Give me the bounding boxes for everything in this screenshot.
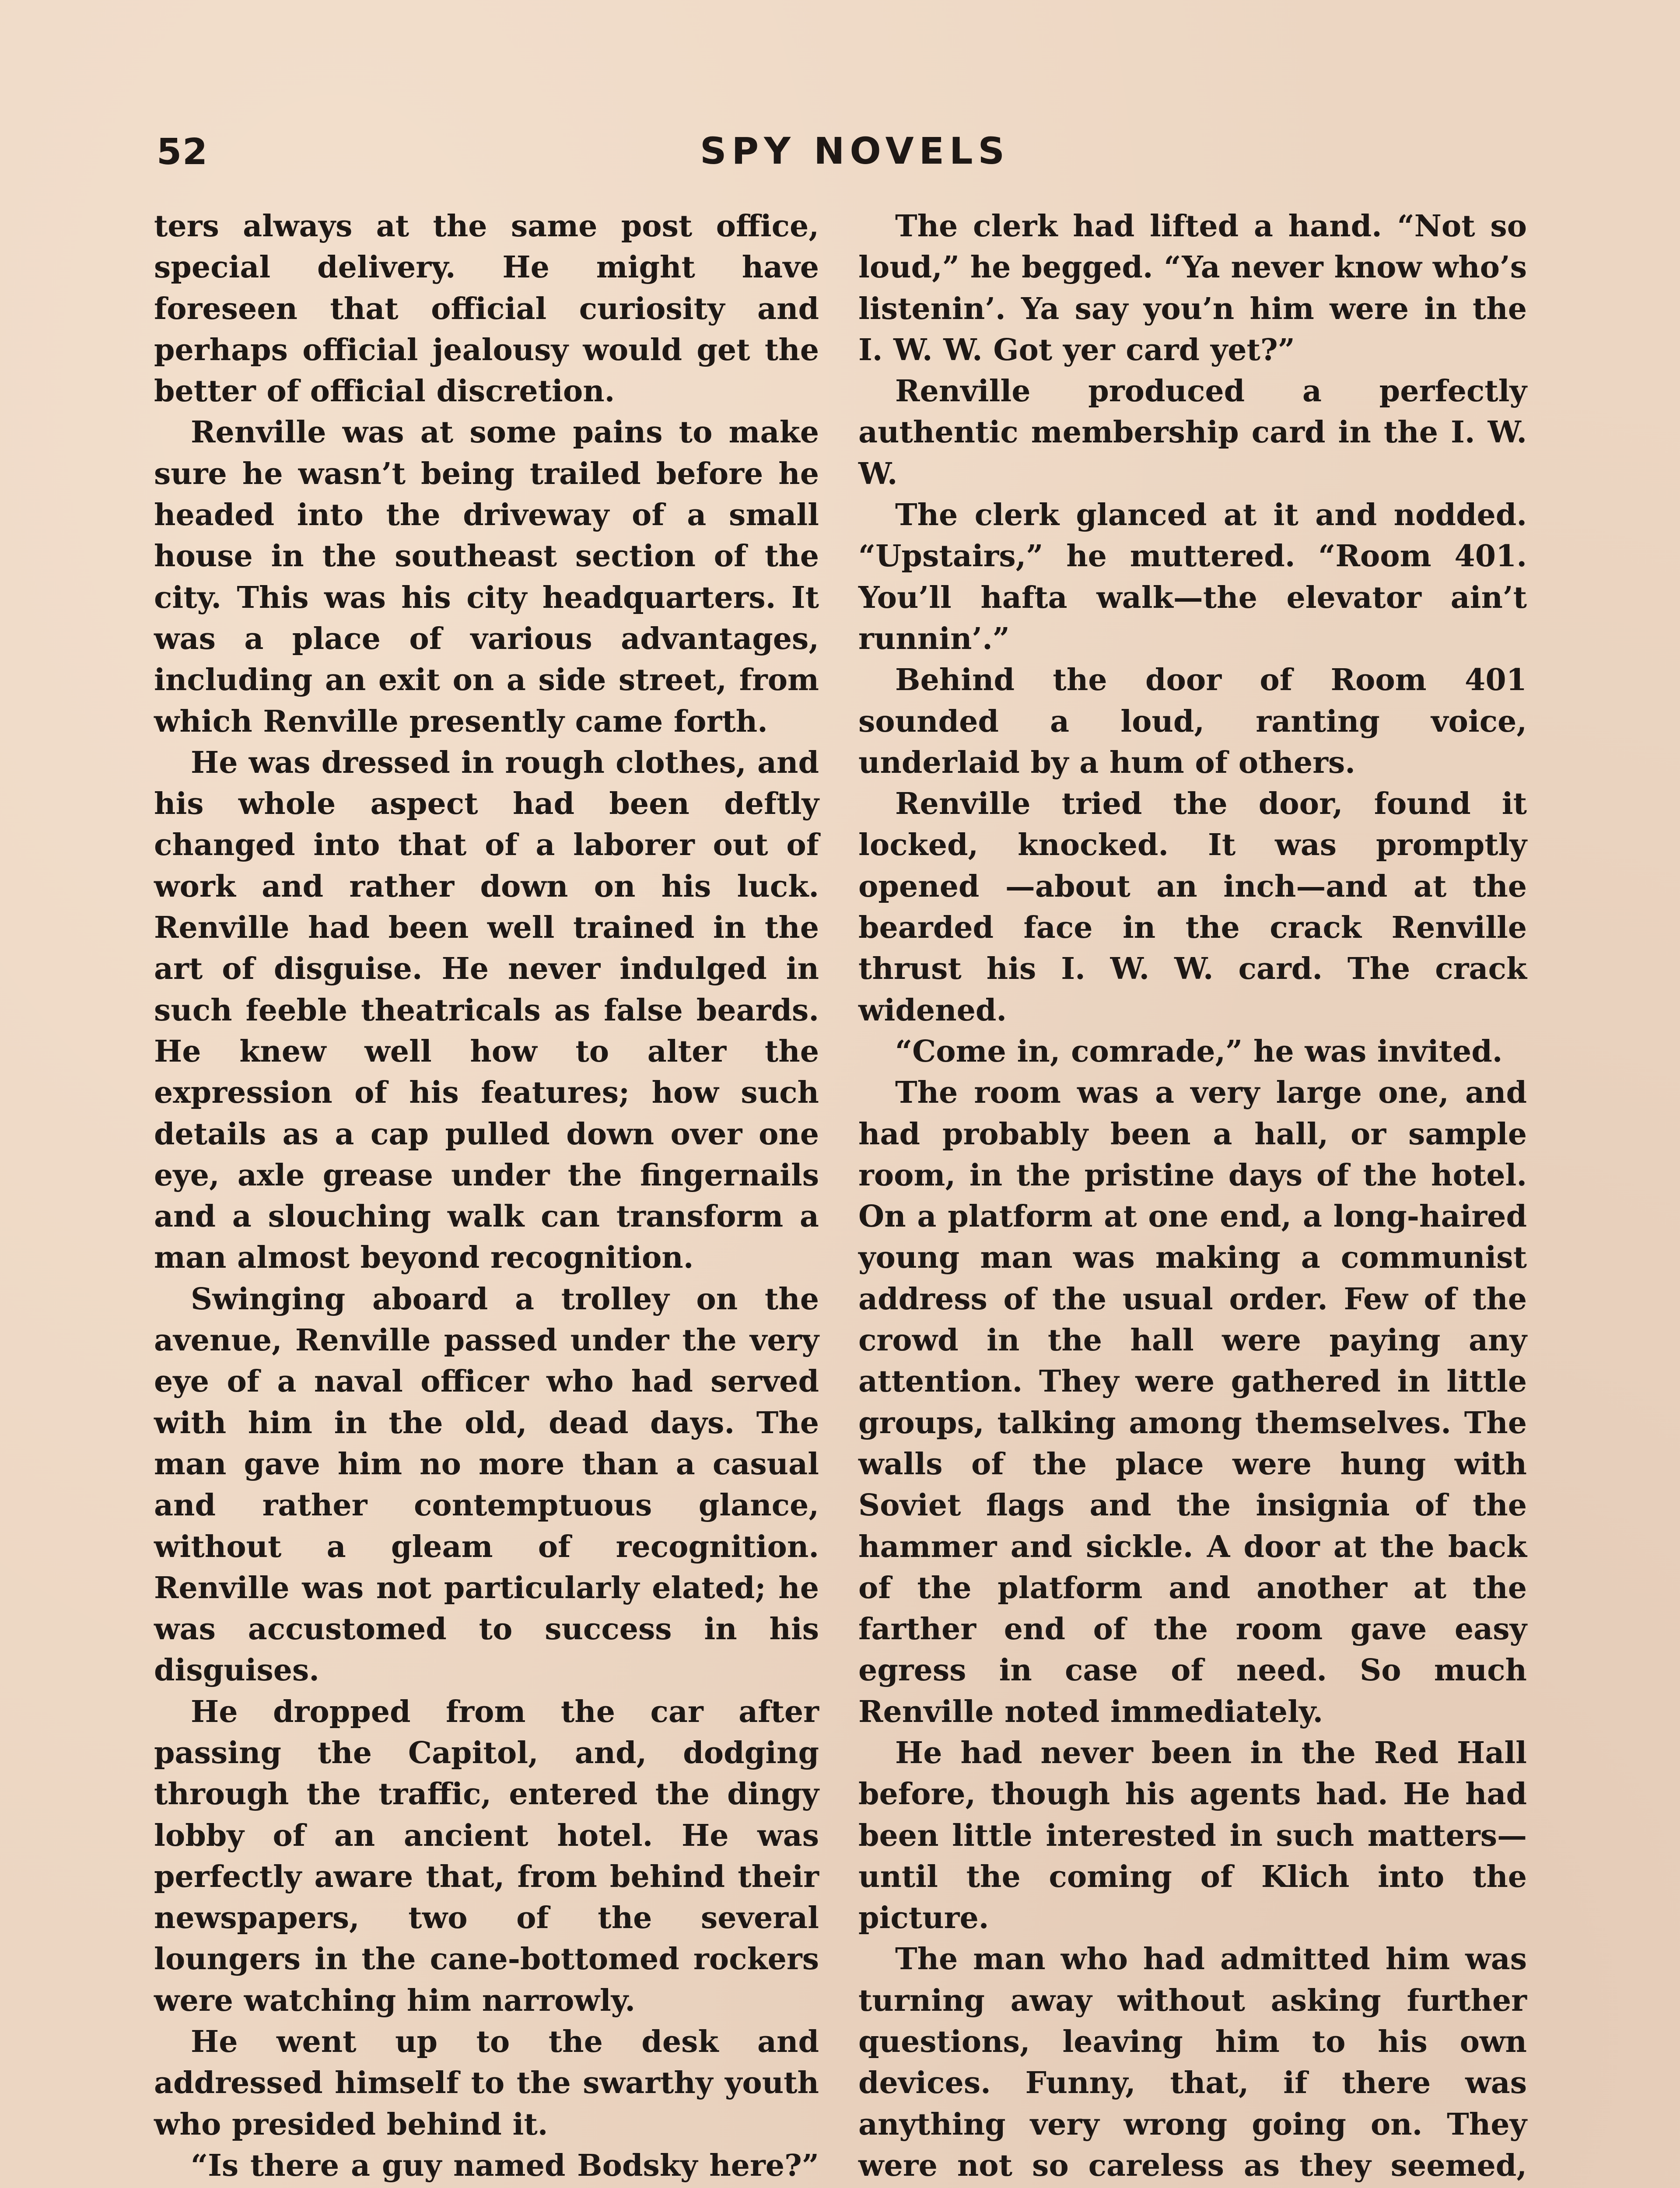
paragraph: “Come in, comrade,” he was invited.: [895, 1034, 1503, 1069]
paragraph: The man who had admitted him was turning away without asking further questions, leaving him to his own devices. Funny, that, if there was anything very wrong going on. They were not so careless as they seemed,: [858, 1942, 1527, 2183]
paragraph: The room was a very large one, and had probably been a hall, or sample room, in the pristine days of the hotel. On a platform at one end, a long-haired young man was making a communist address of the usual order. Few of the crowd in the hall were paying any attention. They were gathered in little groups, talking among themselves. The walls of the place were hung with Soviet flags and the insignia of the hammer and sickle. A door at the back of the platform and another at the farther end of the room gave easy egress in case of need. So much Renville noted immediately.: [858, 1075, 1527, 1729]
paragraph: Swinging aboard a trolley on the avenue, Renville passed under the very eye of a naval officer who had served with him in the old, dead days. The man gave him no more than a casual and rather contemptuous glance, without a gleam of recognition. Renville was not particularly elated; he was accustomed to success in his disguises.: [154, 1281, 819, 1688]
running-head-title: SPY NOVELS: [700, 130, 1010, 172]
paragraph: He dropped from the car after passing the Capitol, and, dodging through the traffic, entered the dingy lobby of an ancient hotel. He was perfectly aware that, from behind their newspapers, two of the several loungers in the cane-bottomed rockers were watching him narrowly.: [154, 1694, 819, 2018]
text-column-left: [154, 206, 819, 2188]
paragraph: Renville produced a perfectly authentic membership card in the I. W. W.: [858, 374, 1527, 491]
paragraph: ters always at the same post office, special delivery. He might have foreseen that official curiosity and perhaps official jealousy would get the better of official discretion.: [154, 209, 819, 409]
paragraph: Renville was at some pains to make sure he wasn’t being trailed before he headed into the driveway of a small house in the southeast section of the city. This was his city headquarters. It was a place of various advantages, including an exit on a side street, from which Renville presently came forth.: [154, 415, 819, 739]
paragraph: He had never been in the Red Hall before, though his agents had. He had been little interested in such matters—until the coming of Klich into the picture.: [858, 1735, 1527, 1936]
text-column-right: [858, 206, 1527, 2188]
paragraph: He went up to the desk and addressed himself to the swarthy youth who presided behind it.: [154, 2024, 819, 2142]
paragraph: “Is there a guy named Bodsky here?”: [191, 2148, 819, 2183]
paragraph: He was dressed in rough clothes, and his whole aspect had been deftly changed into that of a laborer out of work and rather down on his luck. Renville had been well trained in the art of disguise. He never indulged in such feeble theatricals as false beards. He knew well how to alter the expression of his features; how such details as a cap pulled down over one eye, axle grease under the fingernails and a slouching walk can transform a man almost beyond recognition.: [154, 745, 819, 1276]
paragraph: Renville tried the door, found it locked, knocked. It was promptly opened —about an inch—and at the bearded face in the crack Renville thrust his I. W. W. card. The crack widened.: [858, 786, 1527, 1028]
paragraph: Behind the door of Room 401 sounded a loud, ranting voice, underlaid by a hum of others.: [858, 663, 1527, 780]
paragraph: The clerk had lifted a hand. “Not so loud,” he begged. “Ya never know who’s listenin’. Ya say you’n him were in the I. W. W. Got yer card yet?”: [858, 209, 1527, 368]
paragraph: The clerk glanced at it and nodded. “Upstairs,” he muttered. “Room 401. You’ll hafta walk—the elevator ain’t runnin’.”: [858, 498, 1527, 656]
page-number: 52: [157, 131, 209, 173]
